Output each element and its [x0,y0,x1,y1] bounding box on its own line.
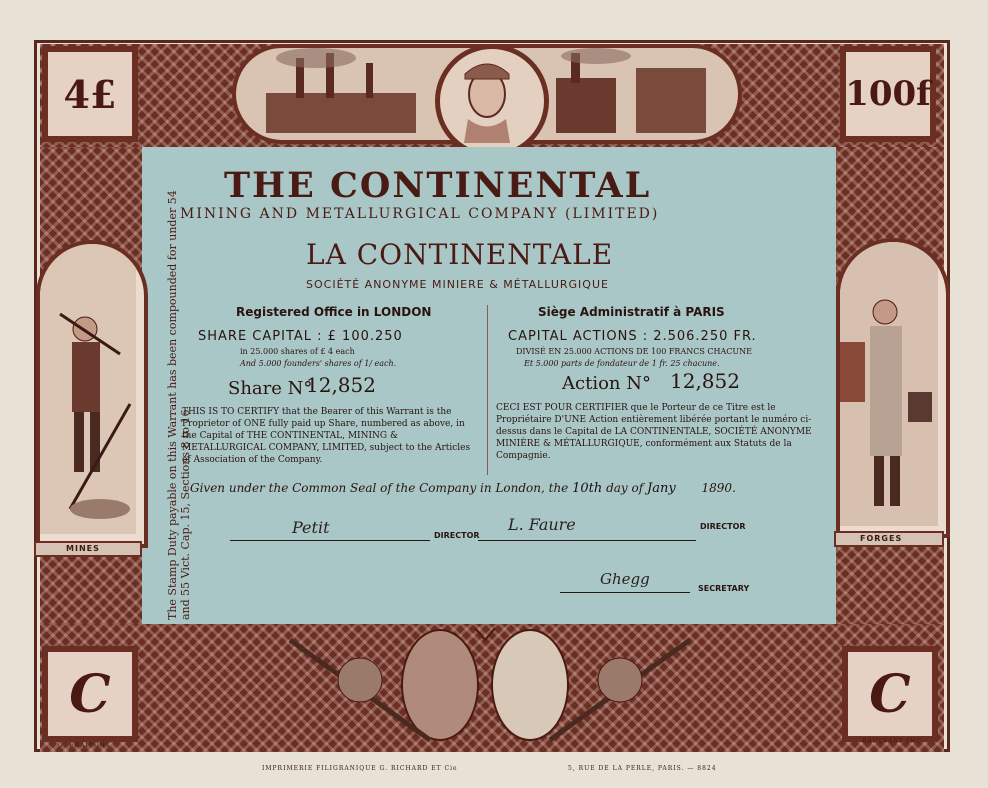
english-company-subtitle: MINING AND METALLURGICAL COMPANY (LIMITED) [180,206,660,222]
action-number-label: Action N° [562,373,651,394]
tools-and-shields-emblem [270,620,710,750]
hermes-medallion [435,44,549,158]
denomination-pounds: 4£ [63,71,117,117]
left-artist-credit: G. FRAIPONT [58,742,111,749]
secretary-signature-line [560,592,690,593]
corner-top-left [42,46,138,142]
director2-signature-line [478,540,696,541]
secretary-role: SECRETARY [698,584,750,593]
director2-role: DIRECTOR [700,522,746,531]
founders-shares: And 5.000 founders' shares of 1/ each. [240,359,397,368]
french-certification-text: CECI EST POUR CERTIFIER que le Porteur de ce Titre est le Propriétaire D'UNE Action entièrement libérée portant le numéro ci-dessus dans le Capital de LA CONTINENTALE, SOCIÉTÉ ANONYME MINIÈRE & MÉTALLURGIQUE, conformément aux Statuts de la Compagnie. [496,403,812,461]
miner-illustration [40,244,136,534]
date-day: 10th [572,481,603,496]
english-certification-text: THIS IS TO CERTIFY that the Bearer of this Warrant is the Proprietor of ONE fully paid up Share, numbered as above, in the Capital of THE CONTINENTAL, MINING & METALLURGICAL COMPANY, LIMITED, subject to the Articles of Association of the Company. [182,407,471,465]
french-company-subtitle: SOCIÉTÉ ANONYME MINIERE & MÉTALLURGIQUE [306,278,609,291]
administrative-office: Siège Administratif à PARIS [538,305,725,319]
french-company-name: LA CONTINENTALE [306,238,614,271]
column-divider [487,305,488,475]
director1-signature-line [230,540,430,541]
given-under-seal-line [190,481,736,496]
director2-signature: L. Faure [508,515,576,534]
hermes-head-icon [440,49,534,143]
date-year: 1890. [701,481,736,495]
date-month: Jany [647,481,676,496]
share-capital: SHARE CAPITAL : £ 100.250 [198,329,403,344]
bottom-emblem [270,620,710,750]
monogram-left: C [69,663,111,725]
printer-address: 5, RUE DE LA PERLE, PARIS. — 8824 [568,765,717,772]
mines-panel [36,240,148,548]
monogram-right: C [869,663,911,725]
shares-breakdown: in 25.000 shares of £ 4 each [240,347,355,356]
share-number-label: Share N° [228,378,313,399]
director1-role: DIRECTOR [434,531,480,540]
corner-bottom-left [42,646,138,742]
founders-parts: Et 5.000 parts de fondateur de 1 fr. 25 chacune. [524,359,720,368]
share-number: 12,852 [306,373,376,397]
corner-bottom-right [842,646,938,742]
english-company-name: THE CONTINENTAL [224,165,652,206]
day-of-text: day of [606,481,644,495]
corner-top-right [840,46,936,142]
right-artist-credit: BAULVART INC. [862,738,925,745]
printer-credit: IMPRIMERIE FILIGRANIQUE G. RICHARD ET Cie [262,765,458,772]
forges-panel [836,238,950,538]
secretary-signature: Ghegg [600,570,650,588]
actions-breakdown: DIVISÉ EN 25.000 ACTIONS DE 100 FRANCS CHACUNE [516,347,752,356]
denomination-francs: 100f [845,74,931,114]
director1-signature: Petit [292,518,330,537]
action-number: 12,852 [670,369,740,393]
capital-actions: CAPITAL ACTIONS : 2.506.250 FR. [508,329,757,344]
given-text: Given under the Common Seal of the Company in London, the [190,481,569,495]
registered-office: Registered Office in LONDON [236,305,432,319]
stamp-duty-text: The Stamp Duty payable on this Warrant has been compounded for under 54 and 55 Vict. Cap. 15, Sections 8 to 16 [166,190,192,620]
forges-caption: FORGES [860,534,903,543]
mines-caption: MINES [66,544,100,553]
blacksmith-illustration [840,242,938,526]
